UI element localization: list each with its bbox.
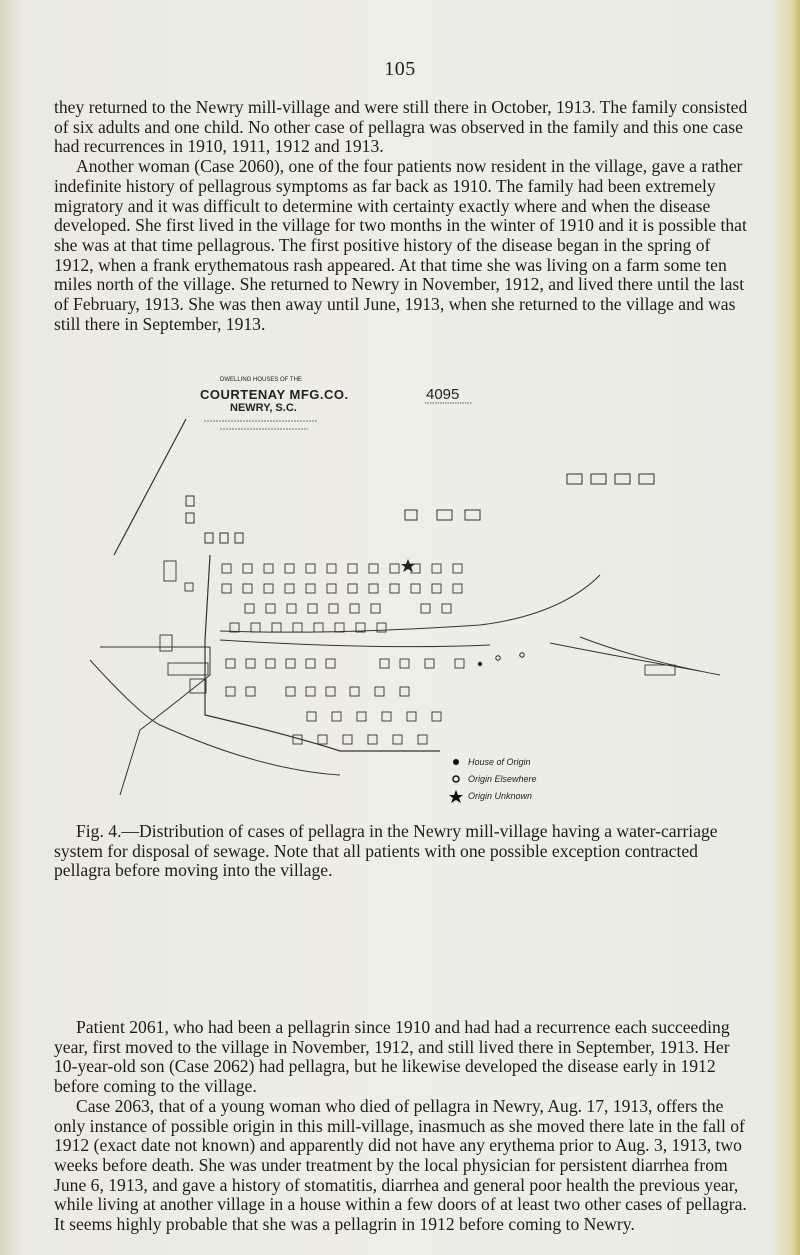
road-line	[580, 637, 720, 675]
map-place-name: NEWRY, S.C.	[230, 402, 297, 414]
legend-origin-unknown-label: Origin Unknown	[468, 791, 533, 801]
road-line	[114, 419, 186, 555]
legend-house-of-origin-label: House of Origin	[468, 757, 531, 767]
paragraph: Case 2063, that of a young woman who died of pellagra in Newry, Aug. 17, 1913, offers the only instance of possible origin in this mill-village, inasmuch as she moved there late in the fall of 1912 (exact date not known) and apparently did not have any erythema prior to Aug. 3, 1913, two weeks before death. She was under treatment by the local physician for persistent diarrhea from June 6, 1913, and gave a history of stomatitis, diarrhea and general poor health the previous year, while living at another village in a house within a few doors of at least two other cases of pellagra. It seems highly probable that she was a pellagrin in 1912 before coming to Newry.	[54, 1095, 747, 1235]
map-company-name: COURTENAY MFG.CO.	[200, 387, 349, 402]
map-sheet-number: 4095	[426, 386, 460, 403]
body-text-bottom	[54, 1018, 750, 1235]
legend-house-of-origin-symbol	[453, 759, 459, 765]
case-marker-origin-elsewhere	[496, 656, 500, 660]
page-number: 105	[384, 58, 416, 80]
case-marker-origin-unknown	[401, 559, 415, 572]
village-map-figure	[80, 375, 740, 815]
road-line	[100, 647, 210, 795]
legend-origin-unknown-symbol	[449, 790, 463, 803]
house-row-top-right	[186, 474, 654, 523]
case-marker-origin-elsewhere	[520, 653, 524, 657]
body-text-top	[54, 98, 750, 334]
case-marker-house-of-origin	[478, 662, 482, 666]
house-cluster-upper	[205, 533, 243, 543]
map-header-small: DWELLING HOUSES OF THE	[220, 377, 302, 383]
case-markers	[401, 559, 524, 666]
figure-caption	[54, 822, 750, 881]
figure-caption-text: Fig. 4.—Distribution of cases of pellagra in the Newry mill-village having a water-carriage system for disposal of sewage. Note that all patients with one possible exception contracted pellagra before moving into the village.	[54, 821, 718, 881]
legend-origin-elsewhere-symbol	[453, 776, 459, 782]
paragraph: Patient 2061, who had been a pellagrin since 1910 and had had a recurrence each succeeding year, first moved to the village in November, 1912, and still lived there in September, 1913. Her 10-year-old son (Case 2062) had pellagra, but he likewise developed the disease early in 1912 before coming to the village.	[54, 1017, 730, 1097]
map-legend	[449, 757, 537, 803]
road-line	[550, 643, 700, 671]
street-line	[220, 575, 600, 632]
paragraph: Another woman (Case 2060), one of the four patients now resident in the village, gave a rather indefinite history of pellagrous symptoms as far back as 1910. The family had been extremely migratory and it was difficult to determine with certainty exactly where and when the disease developed. She first lived in the village for two months in the winter of 1910 and it is possible that she was at that time pellagrous. The first positive history of the disease began in the spring of 1912, when a frank erythematous rash appeared. At that time she was living on a farm some ten miles north of the village. She returned to Newry in November, 1912, and lived there until the last of February, 1913. She was then away until June, 1913, when she returned to the village and was still there in September, 1913.	[54, 156, 747, 334]
village-map	[80, 375, 740, 815]
legend-origin-elsewhere-label: Origin Elsewhere	[468, 774, 537, 784]
village-boundary	[205, 555, 440, 751]
street-line	[220, 640, 490, 647]
paragraph: they returned to the Newry mill-village and were still there in October, 1913. The family consisted of six adults and one child. No other case of pellagra was observed in the family and this one case had recurrences in 1910, 1911, 1912 and 1913.	[54, 97, 748, 157]
